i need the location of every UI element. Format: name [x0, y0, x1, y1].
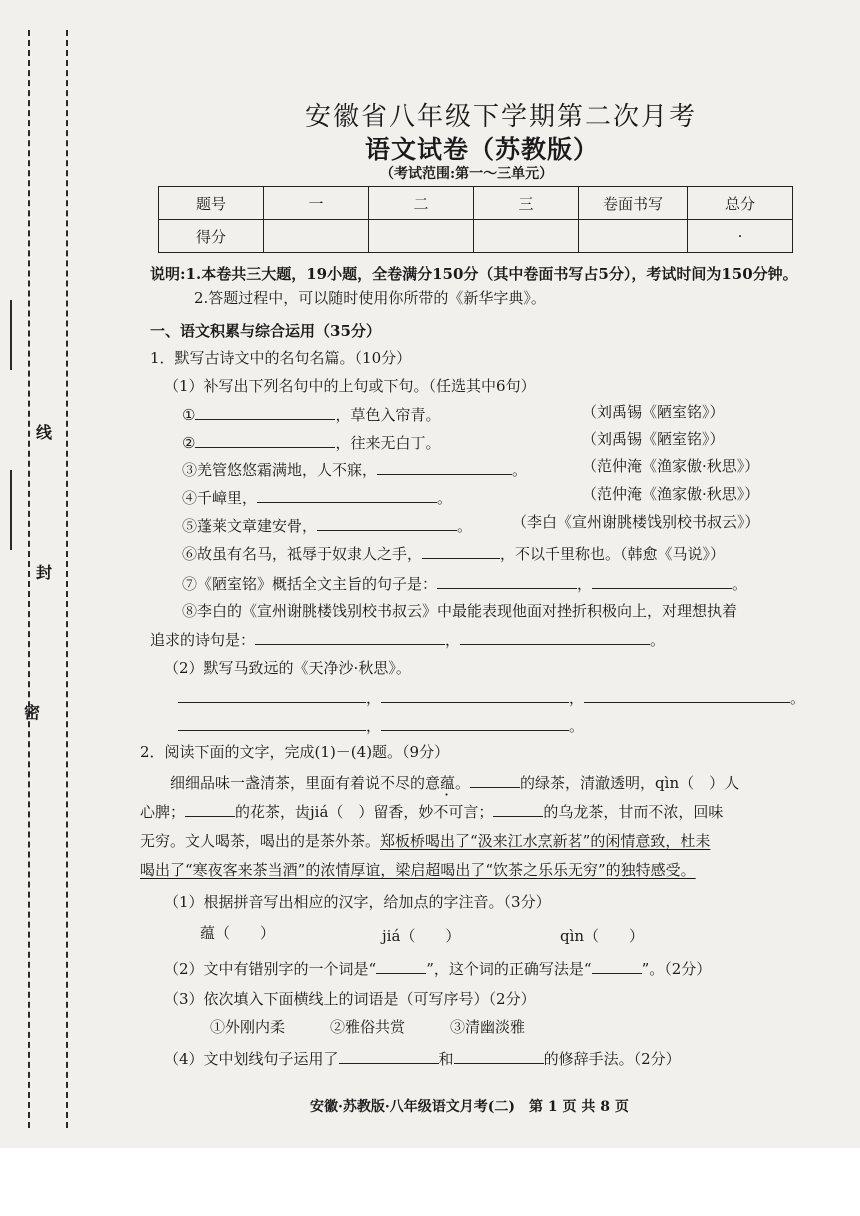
score-cell: 卷面书写: [579, 187, 688, 220]
answer-blank[interactable]: [454, 1047, 544, 1064]
dotted-char: 蕴: [440, 774, 456, 792]
recite-source-1: （刘禹锡《陋室铭》）: [582, 403, 725, 421]
passage-text: 。: [455, 774, 471, 792]
question-1-title: 1．默写古诗文中的名句名篇。（10分）: [150, 349, 412, 367]
answer-blank[interactable]: [178, 686, 366, 703]
answer-blank[interactable]: [317, 514, 457, 531]
answer-blank[interactable]: [422, 542, 500, 559]
passage-line-1: [170, 771, 739, 793]
question-2-sub-4: [164, 1047, 681, 1069]
option-1: ①外刚内柔: [210, 1018, 286, 1036]
item-prefix: ①: [182, 406, 196, 424]
score-cell: 二: [369, 187, 474, 220]
question-2-sub-2: [164, 957, 711, 979]
sub-4-text: 和: [438, 1050, 454, 1068]
answer-blank[interactable]: [470, 771, 520, 788]
recite-item-3: [182, 458, 527, 480]
passage-line-4: [140, 859, 696, 880]
item-comma: ，: [577, 575, 593, 593]
score-table: [158, 186, 793, 253]
underlined-sentence: 喝出了“寒夜客来茶当酒”的浓情厚谊，梁启超喝出了“饮茶之乐乐无穷”的独特感受。: [140, 861, 696, 879]
answer-blank[interactable]: [195, 403, 335, 420]
score-table-header-row: [159, 187, 793, 220]
answer-blank[interactable]: [377, 458, 512, 475]
punct: ，: [569, 689, 585, 707]
note-line-1: 说明:1.本卷共三大题，19小题，全卷满分150分（其中卷面书写占5分），考试时间为150分钟。: [150, 265, 798, 283]
underlined-sentence: 郑板桥喝出了“汲来江水烹新茗”的闲情意致，杜耒: [380, 832, 711, 850]
score-cell: [474, 220, 579, 253]
sub-2-text: （2）文中有错别字的一个词是“: [164, 960, 377, 978]
passage-text: 的乌龙茶，甘而不浓，回味: [543, 803, 724, 821]
answer-blank[interactable]: [584, 686, 790, 703]
binding-char-feng: 封: [36, 563, 53, 582]
answer-blank[interactable]: [195, 431, 335, 448]
item-prefix: ③羌管悠悠霜满地，人不寐，: [182, 461, 378, 479]
recite-source-5: （李白《宣州谢朓楼饯别校书叔云》）: [512, 513, 760, 531]
exam-scope: （考试范围:第一～三单元）: [380, 166, 554, 182]
sub-1-answer-b: jiá（ ）: [382, 927, 461, 945]
passage-text: 心脾；: [140, 803, 186, 821]
recite-item-4: [182, 486, 452, 508]
binding-line-outer: [28, 30, 30, 1128]
item-suffix: 。: [732, 575, 748, 593]
item-prefix: ⑦《陋室铭》概括全文主旨的句子是：: [182, 575, 438, 593]
sub-1-answer-c: qìn（ ）: [560, 927, 645, 945]
item-suffix: ，往来无白丁。: [335, 434, 441, 452]
recite-item-8-line-2: [150, 628, 665, 650]
sub-2-text: ”。（2分）: [641, 960, 712, 978]
item-prefix: ⑥故虽有名马，祗辱于奴隶人之手，: [182, 545, 423, 563]
sub-1-answer-a: 蕴（ ）: [200, 924, 276, 942]
item-suffix: ，不以千里称也。（韩愈《马说》）: [500, 545, 726, 563]
answer-blank[interactable]: [592, 957, 642, 974]
answer-blank[interactable]: [493, 800, 543, 817]
recite-item-8-line-1: ⑧李白的《宣州谢朓楼饯别校书叔云》中最能表现他面对挫折积极向上，对理想执着: [182, 602, 738, 620]
answer-blank[interactable]: [257, 486, 437, 503]
option-3: ③清幽淡雅: [450, 1018, 526, 1036]
answer-blank[interactable]: [592, 572, 732, 589]
recite-source-3: （范仲淹《渔家傲·秋思》）: [582, 457, 760, 475]
answer-blank[interactable]: [381, 686, 569, 703]
item-suffix: 。: [512, 461, 528, 479]
recite-item-1: [182, 403, 440, 425]
answer-blank[interactable]: [178, 714, 366, 731]
item-prefix: 追求的诗句是：: [150, 631, 256, 649]
score-cell: [369, 220, 474, 253]
passage-text: 的花茶，齿jiá（ ）留香，妙不可言；: [235, 803, 494, 821]
passage-line-3: [140, 830, 710, 851]
question-1-part-2: （2）默写马致远的《天净沙·秋思》。: [164, 659, 411, 677]
sub-4-text: （4）文中划线句子运用了: [164, 1050, 339, 1068]
score-cell: 得分: [159, 220, 264, 253]
recite-item-5: [182, 514, 472, 536]
recite-item-2: [182, 431, 440, 453]
note-line-2: 2.答题过程中，可以随时使用你所带的《新华字典》。: [194, 289, 546, 307]
option-2: ②雅俗共赏: [330, 1018, 406, 1036]
score-cell: 总分: [688, 187, 793, 220]
punct: 。: [569, 717, 585, 735]
punct: ，: [366, 717, 382, 735]
answer-blank[interactable]: [255, 628, 445, 645]
item-suffix: ，草色入帘青。: [335, 406, 441, 424]
passage-text: 的绿茶，清澈透明，qìn（ ）人: [520, 774, 740, 792]
answer-blank[interactable]: [339, 1047, 439, 1064]
section-heading: 一、语文积累与综合运用（35分）: [150, 322, 381, 340]
exam-title: 安徽省八年级下学期第二次月考: [305, 102, 698, 132]
recite-source-2: （刘禹锡《陋室铭》）: [582, 430, 725, 448]
page-footer: 安徽·苏教版·八年级语文月考(二) 第 1 页 共 8 页: [310, 1099, 629, 1115]
answer-blank[interactable]: [185, 800, 235, 817]
answer-blank[interactable]: [437, 572, 577, 589]
recite-item-6: [182, 542, 725, 564]
item-suffix: 。: [650, 631, 666, 649]
punct: ，: [366, 689, 382, 707]
sub-4-text: 的修辞手法。（2分）: [543, 1050, 681, 1068]
item-prefix: ④千嶂里，: [182, 489, 258, 507]
class-line: [10, 470, 12, 550]
answer-blank[interactable]: [460, 628, 650, 645]
score-table-score-row: [159, 220, 793, 253]
passage-text: 细细品味一盏清茶，里面有着说不尽的意: [170, 774, 441, 792]
question-2-sub-3: （3）依次填入下面横线上的词语是（可写序号）（2分）: [164, 990, 536, 1008]
score-cell: 三: [474, 187, 579, 220]
answer-blank[interactable]: [381, 714, 569, 731]
item-suffix: 。: [437, 489, 453, 507]
question-2-sub-1: （1）根据拼音写出相应的汉字，给加点的字注音。（3分）: [164, 893, 551, 911]
punct: 。: [790, 689, 806, 707]
poem-answer-line-1: [178, 686, 805, 708]
question-2-title: 2．阅读下面的文字，完成(1)－(4)题。（9分）: [140, 743, 450, 761]
question-1-part-1: （1）补写出下列名句中的上句或下句。（任选其中6句）: [164, 377, 536, 395]
binding-char-mi: 密: [24, 703, 41, 722]
binding-line-inner: [66, 30, 68, 1128]
sub-2-text: ”，这个词的正确写法是“: [426, 960, 592, 978]
item-prefix: ⑤蓬莱文章建安骨，: [182, 517, 318, 535]
name-line: [10, 300, 12, 370]
exam-subtitle: 语文试卷（苏教版）: [365, 135, 600, 164]
recite-item-7: [182, 572, 747, 594]
recite-source-4: （范仲淹《渔家傲·秋思》）: [582, 485, 760, 503]
passage-line-2: [140, 800, 723, 822]
poem-answer-line-2: [178, 714, 584, 736]
score-cell: 题号: [159, 187, 264, 220]
binding-char-xian: 线: [36, 423, 53, 442]
score-cell: [264, 220, 369, 253]
score-cell: 一: [264, 187, 369, 220]
answer-blank[interactable]: [376, 957, 426, 974]
item-prefix: ②: [182, 434, 196, 452]
score-cell: ·: [688, 220, 793, 253]
item-comma: ，: [445, 631, 461, 649]
item-suffix: 。: [457, 517, 473, 535]
passage-text: 无穷。文人喝茶，喝出的是茶外茶。: [140, 832, 381, 850]
score-cell: [579, 220, 688, 253]
